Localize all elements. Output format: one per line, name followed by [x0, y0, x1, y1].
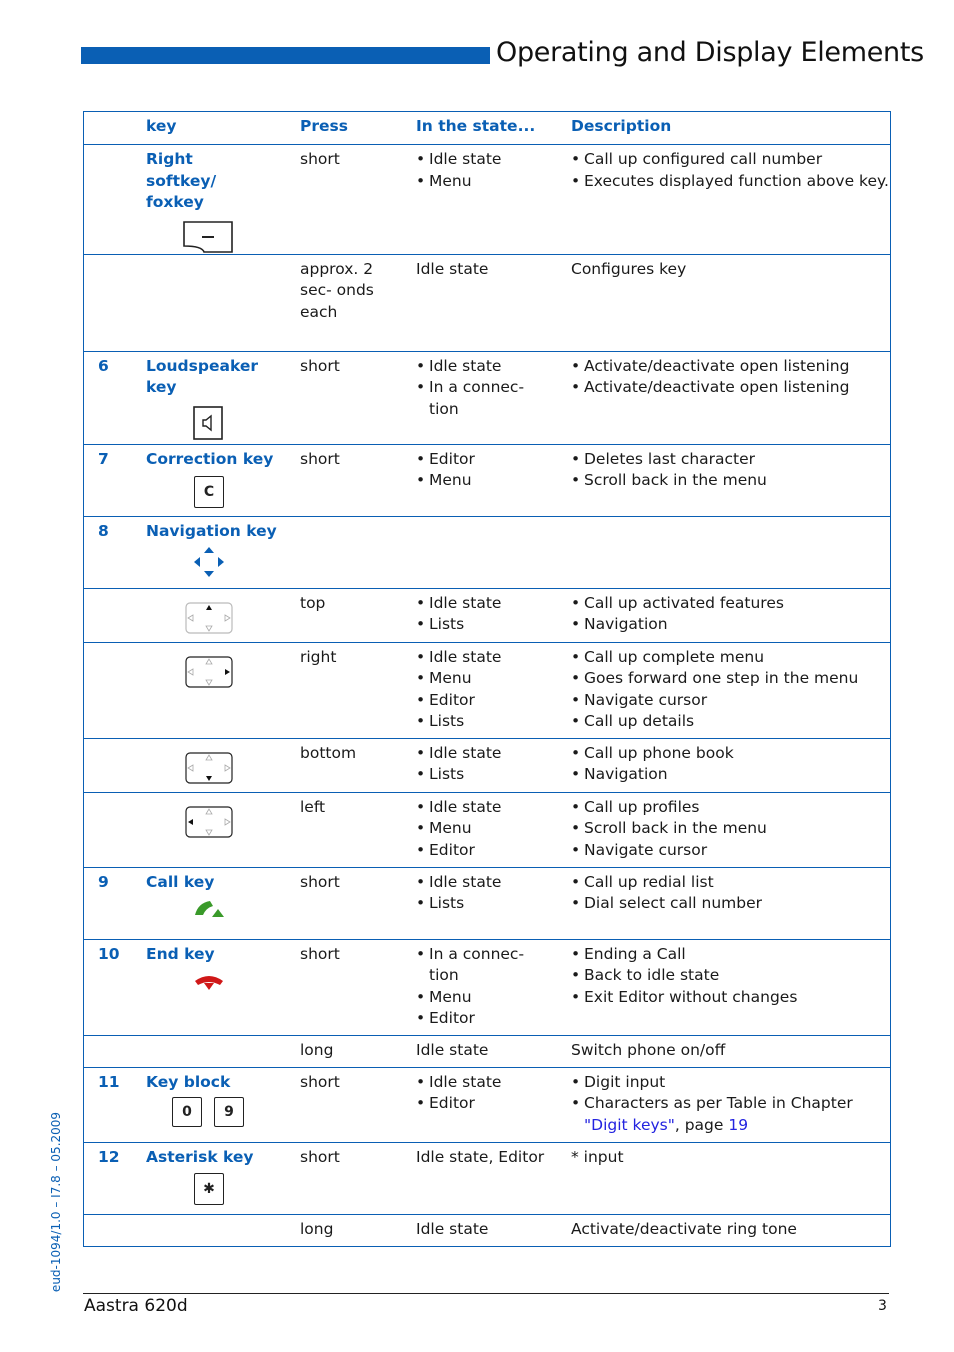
key-0-icon: 0: [172, 1097, 202, 1127]
key-name: Loudspeaker key: [146, 356, 258, 396]
header-description: Description: [571, 112, 891, 145]
table-row: top • Idle state • Lists • Call up activated features • Navigation: [84, 588, 891, 642]
key-name: Asterisk key: [146, 1147, 254, 1166]
nav-down-icon: [184, 751, 234, 785]
desc-item: • Executes displayed function above key.: [571, 171, 890, 193]
navigation-key-icon: [192, 545, 226, 579]
table-row: 8 Navigation key: [84, 516, 891, 588]
header-bar: [81, 47, 490, 64]
header-num: [84, 112, 147, 145]
nav-left-icon: [184, 805, 234, 839]
digit-keys-link[interactable]: "Digit keys": [584, 1115, 675, 1134]
key-9-icon: 9: [214, 1097, 244, 1127]
header-key: key: [146, 112, 300, 145]
table-row: left • Idle state • Menu • Editor • Call up profiles • Scroll back in the menu • Navigate cursor: [84, 792, 891, 867]
table-row: long Idle state Switch phone on/off: [84, 1035, 891, 1067]
key-name: Correction key: [146, 449, 274, 468]
table-row: long Idle state Activate/deactivate ring tone: [84, 1214, 891, 1246]
header-state: In the state...: [416, 112, 571, 145]
footer-rule: [83, 1293, 889, 1294]
key-name: Navigation key: [146, 521, 277, 540]
state-item: • Menu: [416, 171, 571, 193]
phone-green-icon: [192, 897, 226, 921]
table-row: 6 Loudspeaker key short • Idle state • In a connec- tion • Activate/deactivate open listening • Activate/deactivate open listening: [84, 351, 891, 444]
table-row: 10 End key short • In a connec- tion • Menu • Editor • Ending a Call • Back to idle state • Exit Editor without changes: [84, 939, 891, 1035]
softkey-icon: [182, 220, 234, 254]
table-row: bottom • Idle state • Lists • Call up phone book • Navigation: [84, 738, 891, 792]
table-row: approx. 2 sec- onds each Idle state Configures key: [84, 254, 891, 351]
table-row: 12 Asterisk key ✱ short Idle state, Editor * input: [84, 1142, 891, 1214]
page-number: 3: [878, 1298, 887, 1314]
asterisk-key-icon: ✱: [194, 1173, 224, 1205]
speaker-icon: [182, 405, 234, 441]
key-name: Call key: [146, 872, 215, 891]
state-item: • Idle state: [416, 149, 571, 171]
correction-key-icon: C: [194, 476, 224, 508]
key-name: Right softkey/ foxkey: [146, 150, 217, 211]
table-row: right • Idle state • Menu • Editor • Lists • Call up complete menu • Goes forward one step in the menu • Navigate cursor • Call up details: [84, 642, 891, 738]
nav-up-icon: [184, 601, 234, 635]
phone-red-icon: [192, 971, 226, 993]
nav-right-icon: [184, 655, 234, 689]
table-row: 11 Key block 0 9 short • Idle state • Editor • Digit input • Characters as per Table in Chapter "Digit keys", page 19: [84, 1067, 891, 1142]
page-title: Operating and Display Elements: [496, 37, 924, 68]
document-code: eud-1094/1.0 – I7.8 – 05.2009: [49, 1111, 63, 1293]
key-name: Key block: [146, 1072, 231, 1091]
key-name: End key: [146, 944, 215, 963]
table-row: 9 Call key short • Idle state • Lists • Call up redial list • Dial select call number: [84, 867, 891, 939]
keys-table: [83, 111, 891, 1247]
table-header-row: [84, 112, 891, 145]
table-row: 7 Correction key C short • Editor • Menu • Deletes last character • Scroll back in the menu: [84, 444, 891, 516]
table-row: Right softkey/ foxkey short • Idle state • Menu • Call up configured call number • Executes displayed function above key.: [84, 145, 891, 255]
footer-product: Aastra 620d: [84, 1296, 188, 1316]
page-link[interactable]: 19: [728, 1115, 749, 1134]
desc-item: • Call up configured call number: [571, 149, 890, 171]
header-press: Press: [300, 112, 416, 145]
